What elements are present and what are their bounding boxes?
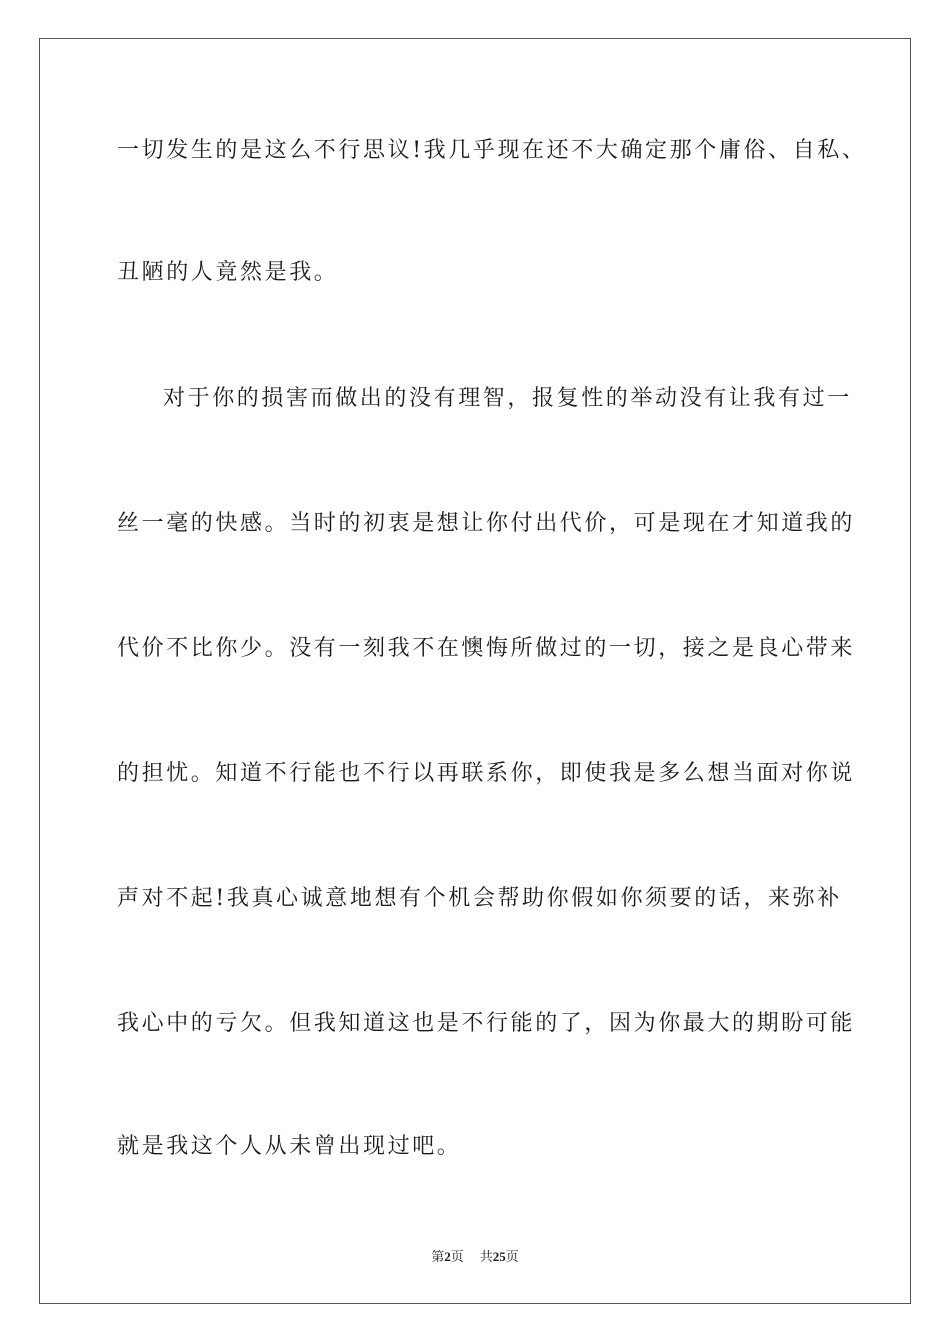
text-line-8: 我心中的亏欠。但我知道这也是不行能的了，因为你最大的期盼可能 xyxy=(117,1011,856,1036)
page-frame xyxy=(39,38,911,1304)
total-prefix: 共 xyxy=(479,1250,493,1265)
paragraph-2-first-line: 对于你的损害而做出的没有理智，报复性的举动没有让我有过一 xyxy=(163,386,852,411)
page-suffix: 页 xyxy=(450,1250,464,1265)
text-line-2: 丑陋的人竟然是我。 xyxy=(117,260,339,285)
text-line-4: 丝一毫的快感。当时的初衷是想让你付出代价，可是现在才知道我的 xyxy=(117,511,856,536)
text-line-6: 的担忧。知道不行能也不行以再联系你，即使我是多么想当面对你说 xyxy=(117,761,856,786)
page-number: 2 xyxy=(444,1249,451,1264)
page-footer xyxy=(0,1248,950,1267)
total-pages: 25 xyxy=(492,1249,506,1264)
text-line-1: 一切发生的是这么不行思议!我几乎现在还不大确定那个庸俗、自私、 xyxy=(117,138,867,163)
page-prefix: 第 xyxy=(431,1250,445,1265)
text-line-5: 代价不比你少。没有一刻我不在懊悔所做过的一切，接之是良心带来 xyxy=(117,636,856,661)
total-suffix: 页 xyxy=(505,1250,519,1265)
text-line-7: 声对不起!我真心诚意地想有个机会帮助你假如你须要的话，来弥补 xyxy=(117,886,842,911)
text-line-9: 就是我这个人从未曾出现过吧。 xyxy=(117,1134,462,1159)
